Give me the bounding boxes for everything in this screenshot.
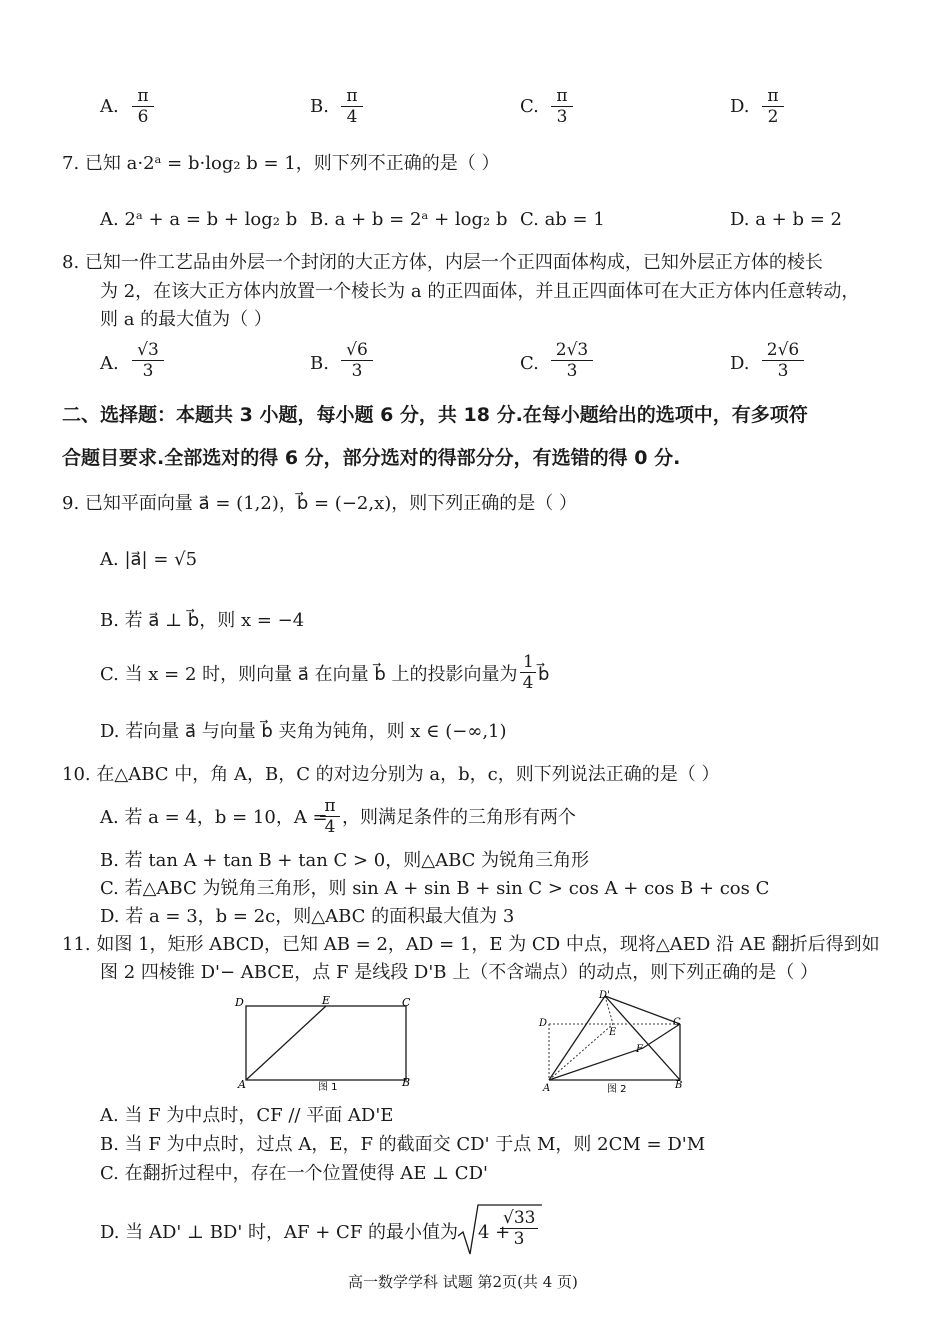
fig2-label-a: A: [543, 1083, 551, 1094]
q10-stem: 10. 在△ABC 中，角 A，B，C 的对边分别为 a，b，c，则下列说法正确的是（ ）: [62, 764, 720, 785]
q10-option-b: B. 若 tan A + tan B + tan C > 0，则△ABC 为锐角三角形: [100, 850, 590, 871]
q7-option-a: A. 2ᵃ + a = b + log₂ b: [100, 209, 298, 230]
fig2-label-f: F: [636, 1044, 643, 1055]
q10-option-a: A. 若 a = 4，b = 10，A =: [100, 807, 328, 828]
fig1-label-b: B: [402, 1076, 411, 1089]
page-footer: 高一数学学科 试题 第2页(共 4 页): [348, 1273, 578, 1291]
q11-line-2: 图 2 四棱锥 D'− ABCE，点 F 是线段 D'B 上（不含端点）的动点，则下列正确的是（ ）: [100, 962, 818, 983]
q9-stem: 9. 已知平面向量 a⃗ = (1,2)，b⃗ = (−2,x)，则下列正确的是（ ）: [62, 493, 577, 514]
q6-option-d-label: D.: [730, 96, 750, 117]
q9-option-c-text: C. 当 x = 2 时，则向量 a⃗ 在向量 b⃗ 上的投影向量为: [100, 664, 518, 685]
fig1-label-c: C: [402, 996, 411, 1009]
q8-option-c-fraction: 2√3 3: [551, 340, 593, 381]
fig2-label-b: B: [675, 1080, 683, 1091]
q7-option-d: D. a + b = 2: [730, 209, 842, 230]
fig1-label-d: D: [235, 996, 244, 1009]
q8-option-d-label: D.: [730, 353, 750, 374]
q6-option-b-label: B.: [310, 96, 329, 117]
q9-option-d: D. 若向量 a⃗ 与向量 b⃗ 夹角为钝角，则 x ∈ (−∞,1): [100, 721, 507, 742]
q9-option-c-vector: b⃗: [538, 664, 550, 685]
q7-option-b: B. a + b = 2ᵃ + log₂ b: [310, 209, 508, 230]
q11-line-1: 11. 如图 1，矩形 ABCD，已知 AB = 2，AD = 1，E 为 CD 中点，现将△AED 沿 AE 翻折后得到如: [62, 934, 880, 955]
fig1-label-e: E: [322, 994, 331, 1007]
q10-option-d: D. 若 a = 3，b = 2c，则△ABC 的面积最大值为 3: [100, 906, 515, 927]
q6-option-b-fraction: π 4: [341, 86, 363, 127]
q10-option-a-tail: ，则满足条件的三角形有两个: [342, 807, 576, 828]
q7-option-c: C. ab = 1: [520, 209, 605, 230]
q8-option-a-fraction: √3 3: [132, 340, 164, 381]
q8-option-c-label: C.: [520, 353, 539, 374]
q6-option-a-label: A.: [100, 96, 119, 117]
fig2-caption: 图 2: [607, 1084, 627, 1095]
fig2-label-d: D: [539, 1018, 548, 1029]
fig2-label-c: C: [673, 1017, 681, 1028]
q9-option-a: A. |a⃗| = √5: [100, 549, 198, 570]
q8-line-3: 则 a 的最大值为（ ）: [100, 309, 272, 330]
q11-option-b: B. 当 F 为中点时，过点 A，E，F 的截面交 CD' 于点 M，则 2CM = D'M: [100, 1134, 706, 1155]
q6-option-a-fraction: π 6: [132, 86, 154, 127]
q11-option-c: C. 在翻折过程中，存在一个位置使得 AE ⊥ CD': [100, 1163, 488, 1184]
q8-line-2: 为 2，在该大正方体内放置一个棱长为 a 的正四面体，并且正四面体可在大正方体内任意转动，: [100, 281, 860, 302]
fig2-label-d-prime: D': [599, 990, 610, 1001]
q11-option-d: D. 当 AD' ⊥ BD' 时，AF + CF 的最小值为: [100, 1222, 459, 1243]
q10-option-c: C. 若△ABC 为锐角三角形，则 sin A + sin B + sin C > cos A + cos B + cos C: [100, 878, 770, 899]
q9-option-c: [100, 663, 518, 687]
q7-stem: 7. 已知 a·2ᵃ = b·log₂ b = 1，则下列不正确的是（ ）: [62, 153, 500, 174]
figure-2-pyramid: [535, 988, 695, 1098]
q11-option-a: A. 当 F 为中点时，CF // 平面 AD'E: [100, 1105, 394, 1126]
fig2-label-e: E: [609, 1027, 617, 1038]
fig1-caption: 图 1: [318, 1082, 338, 1093]
q9-option-b: B. 若 a⃗ ⊥ b⃗，则 x = −4: [100, 610, 305, 631]
q8-line-1: 8. 已知一件工艺品由外层一个封闭的大正方体，内层一个正四面体构成，已知外层正方体的棱长: [62, 252, 823, 273]
q8-option-d-fraction: 2√6 3: [762, 340, 804, 381]
section-2-heading-line-2: 合题目要求.全部选对的得 6 分，部分选对的得部分分，有选错的得 0 分.: [62, 447, 681, 469]
fig1-label-a: A: [238, 1078, 246, 1091]
q8-option-b-label: B.: [310, 353, 329, 374]
figure-1-rectangle: [230, 992, 420, 1097]
q6-option-d-fraction: π 2: [762, 86, 784, 127]
q11-option-d-fraction: √33 3: [500, 1208, 538, 1249]
q10-option-a-fraction: π 4: [320, 796, 340, 837]
q8-option-b-fraction: √6 3: [341, 340, 373, 381]
q11-option-d-radicand: 4 +: [478, 1222, 511, 1243]
section-2-heading-line-1: 二、选择题：本题共 3 小题，每小题 6 分，共 18 分.在每小题给出的选项中，有多项符: [62, 404, 808, 426]
q9-option-c-fraction: 1 4: [520, 652, 536, 693]
q6-option-c-fraction: π 3: [551, 86, 573, 127]
q6-option-c-label: C.: [520, 96, 539, 117]
q8-option-a-label: A.: [100, 353, 119, 374]
